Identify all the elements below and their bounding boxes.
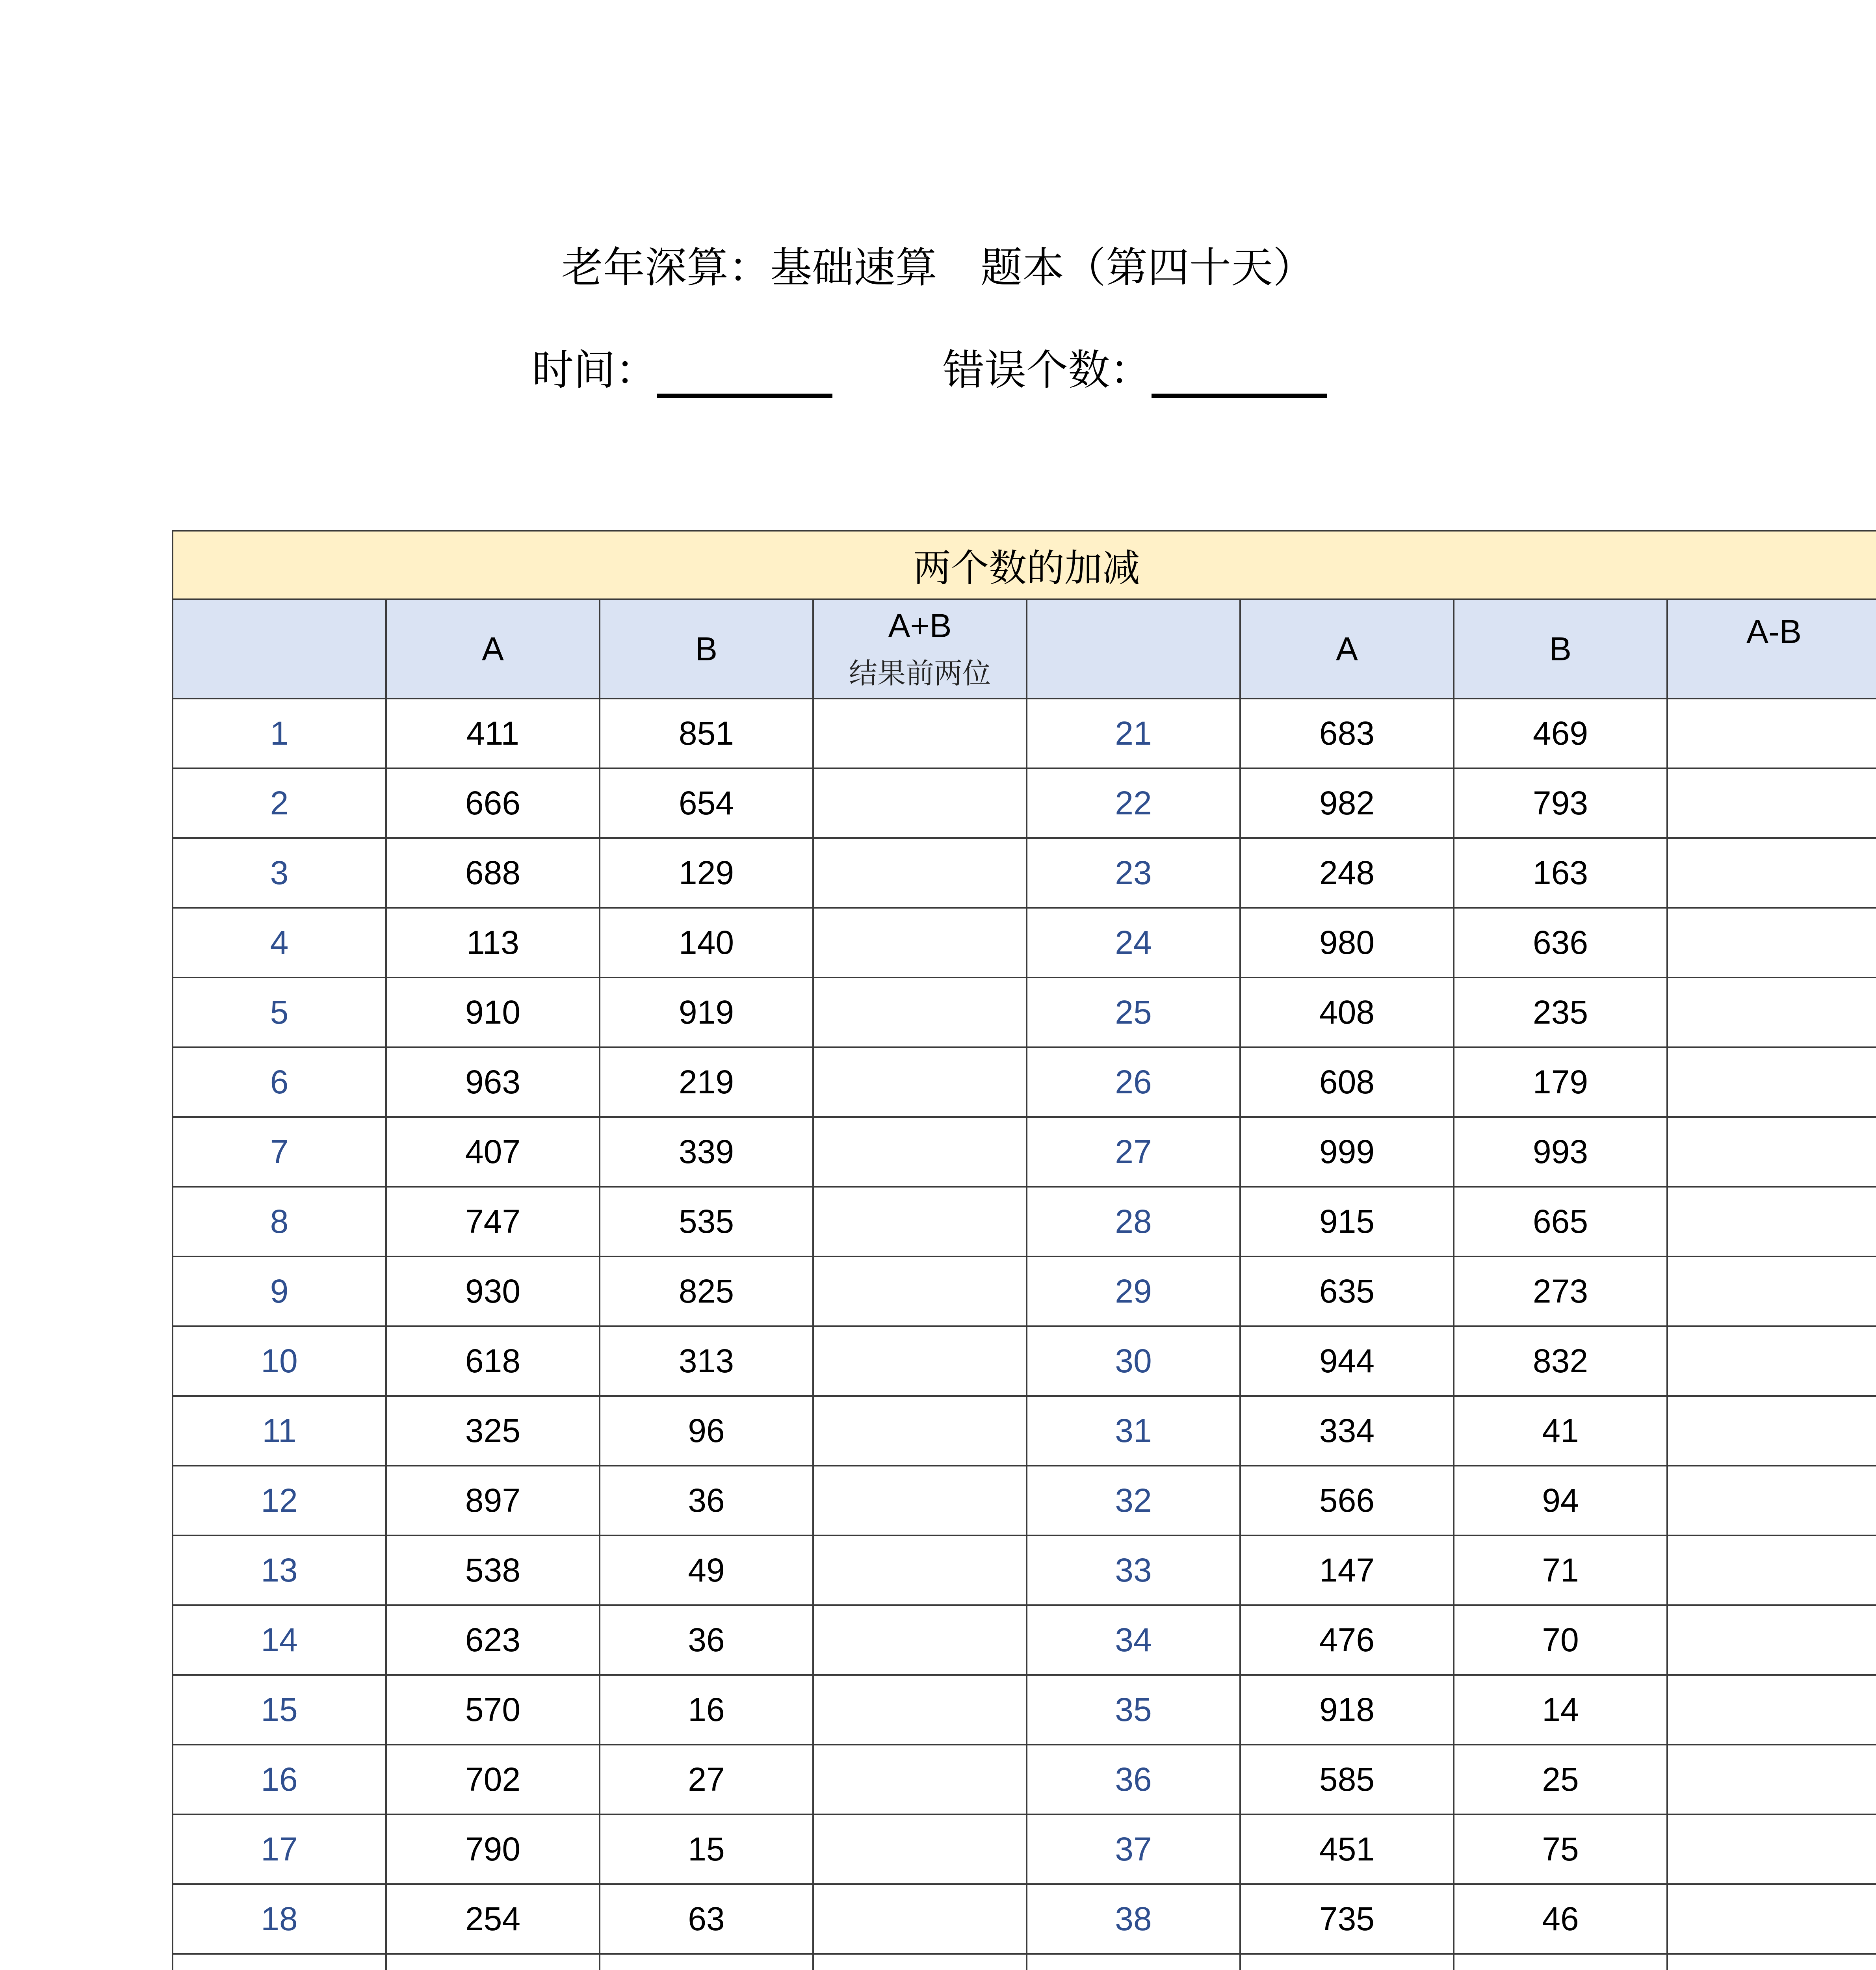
header-a-right: A — [1240, 599, 1454, 699]
answer-cell[interactable] — [813, 1814, 1027, 1884]
value-a: 113 — [386, 908, 600, 978]
value-b: 129 — [600, 838, 813, 908]
value-a: 254 — [386, 1884, 600, 1954]
problem-number: 30 — [1027, 1326, 1240, 1396]
answer-meta — [532, 343, 1327, 398]
header-sum — [813, 599, 1027, 699]
problem-number: 22 — [1027, 768, 1240, 838]
answer-cell[interactable] — [813, 1466, 1027, 1535]
answer-cell[interactable] — [1667, 1954, 1876, 1970]
problem-number: 31 — [1027, 1396, 1240, 1466]
table-row — [173, 908, 1876, 978]
value-a: 411 — [386, 699, 600, 768]
answer-cell[interactable] — [1667, 1745, 1876, 1814]
value-a: 982 — [1240, 768, 1454, 838]
problem-number: 1 — [173, 699, 386, 768]
table-row — [173, 1326, 1876, 1396]
two-number-table — [172, 530, 1876, 1970]
header-index-right — [1027, 599, 1240, 699]
answer-cell[interactable] — [813, 1954, 1027, 1970]
value-b: 851 — [600, 699, 813, 768]
value-a: 702 — [386, 1745, 600, 1814]
answer-cell[interactable] — [813, 1326, 1027, 1396]
problem-number: 5 — [173, 978, 386, 1047]
value-a: 747 — [386, 1187, 600, 1256]
value-a: 538 — [386, 1535, 600, 1605]
answer-cell[interactable] — [1667, 908, 1876, 978]
table-row — [173, 1954, 1876, 1970]
answer-cell[interactable] — [813, 1256, 1027, 1326]
header-b-right: B — [1454, 599, 1667, 699]
answer-cell[interactable] — [813, 908, 1027, 978]
value-b: 94 — [1454, 1466, 1667, 1535]
value-b: 70 — [1454, 1605, 1667, 1675]
header-diff-label: A-B — [1746, 613, 1802, 650]
value-a: 408 — [1240, 978, 1454, 1047]
answer-cell[interactable] — [1667, 1884, 1876, 1954]
problem-number: 14 — [173, 1605, 386, 1675]
answer-cell[interactable] — [813, 768, 1027, 838]
value-b: 219 — [600, 1047, 813, 1117]
value-b: 273 — [1454, 1256, 1667, 1326]
title-sub: 题本（第四十天） — [981, 243, 1315, 292]
problem-number: 24 — [1027, 908, 1240, 978]
problem-number — [1027, 1954, 1240, 1970]
problem-number: 7 — [173, 1117, 386, 1187]
header-index-left — [173, 599, 386, 699]
time-blank[interactable] — [657, 349, 832, 398]
value-b: 15 — [600, 1814, 813, 1884]
value-b: 49 — [600, 1535, 813, 1605]
value-b: 36 — [600, 1605, 813, 1675]
problem-number: 25 — [1027, 978, 1240, 1047]
value-a: 944 — [1240, 1326, 1454, 1396]
value-a: 147 — [1240, 1535, 1454, 1605]
header-diff-note — [1668, 656, 1876, 686]
value-b: 75 — [1454, 1814, 1667, 1884]
value-b: 339 — [600, 1117, 813, 1187]
value-b: 14 — [1454, 1675, 1667, 1745]
value-b — [600, 1954, 813, 1970]
answer-cell[interactable] — [1667, 1535, 1876, 1605]
value-b: 25 — [1454, 1745, 1667, 1814]
value-b: 36 — [600, 1466, 813, 1535]
table-row — [173, 1047, 1876, 1117]
problem-number: 17 — [173, 1814, 386, 1884]
answer-cell[interactable] — [1667, 838, 1876, 908]
value-b: 832 — [1454, 1326, 1667, 1396]
value-b: 825 — [600, 1256, 813, 1326]
problem-number: 18 — [173, 1884, 386, 1954]
table-row — [173, 1745, 1876, 1814]
answer-cell[interactable] — [1667, 1675, 1876, 1745]
problem-number: 10 — [173, 1326, 386, 1396]
value-a: 930 — [386, 1256, 600, 1326]
value-a: 623 — [386, 1605, 600, 1675]
answer-cell[interactable] — [1667, 1396, 1876, 1466]
problem-number: 23 — [1027, 838, 1240, 908]
table-row — [173, 1396, 1876, 1466]
answer-cell[interactable] — [1667, 1256, 1876, 1326]
problem-number: 13 — [173, 1535, 386, 1605]
table-row — [173, 768, 1876, 838]
answer-cell[interactable] — [1667, 768, 1876, 838]
header-diff — [1667, 599, 1876, 699]
value-a: 334 — [1240, 1396, 1454, 1466]
answer-cell[interactable] — [1667, 1466, 1876, 1535]
value-a: 248 — [1240, 838, 1454, 908]
answer-cell[interactable] — [813, 1187, 1027, 1256]
answer-cell[interactable] — [813, 838, 1027, 908]
value-a: 635 — [1240, 1256, 1454, 1326]
value-b: 993 — [1454, 1117, 1667, 1187]
value-b: 41 — [1454, 1396, 1667, 1466]
value-b: 163 — [1454, 838, 1667, 908]
problem-number: 36 — [1027, 1745, 1240, 1814]
value-a: 915 — [1240, 1187, 1454, 1256]
value-b: 535 — [600, 1187, 813, 1256]
value-a: 735 — [1240, 1884, 1454, 1954]
value-a: 325 — [386, 1396, 600, 1466]
problem-number: 4 — [173, 908, 386, 978]
table-header-row — [173, 599, 1876, 699]
value-b: 96 — [600, 1396, 813, 1466]
value-b: 919 — [600, 978, 813, 1047]
problem-number: 34 — [1027, 1605, 1240, 1675]
answer-cell[interactable] — [813, 1745, 1027, 1814]
value-b: 793 — [1454, 768, 1667, 838]
problem-number: 21 — [1027, 699, 1240, 768]
problem-number: 6 — [173, 1047, 386, 1117]
problem-number: 38 — [1027, 1884, 1240, 1954]
value-b: 654 — [600, 768, 813, 838]
problem-number: 37 — [1027, 1814, 1240, 1884]
table-row — [173, 1117, 1876, 1187]
table-row — [173, 1814, 1876, 1884]
problem-number: 12 — [173, 1466, 386, 1535]
table-row — [173, 978, 1876, 1047]
answer-cell[interactable] — [1667, 1187, 1876, 1256]
answer-cell[interactable] — [1667, 699, 1876, 768]
value-a: 963 — [386, 1047, 600, 1117]
value-b: 16 — [600, 1675, 813, 1745]
value-b: 469 — [1454, 699, 1667, 768]
table-row — [173, 1675, 1876, 1745]
value-a: 407 — [386, 1117, 600, 1187]
value-a: 608 — [1240, 1047, 1454, 1117]
value-b: 46 — [1454, 1884, 1667, 1954]
problem-number: 33 — [1027, 1535, 1240, 1605]
problem-number: 8 — [173, 1187, 386, 1256]
answer-cell[interactable] — [813, 1535, 1027, 1605]
errors-blank[interactable] — [1152, 349, 1327, 398]
value-b: 235 — [1454, 978, 1667, 1047]
value-a: 618 — [386, 1326, 600, 1396]
table-row — [173, 1535, 1876, 1605]
value-a: 980 — [1240, 908, 1454, 978]
answer-cell[interactable] — [813, 1605, 1027, 1675]
time-label: 时间： — [532, 346, 657, 394]
table-row — [173, 699, 1876, 768]
value-a: 790 — [386, 1814, 600, 1884]
problem-number: 32 — [1027, 1466, 1240, 1535]
value-a: 910 — [386, 978, 600, 1047]
value-a: 585 — [1240, 1745, 1454, 1814]
header-b-left: B — [600, 599, 813, 699]
value-b: 179 — [1454, 1047, 1667, 1117]
value-a: 999 — [1240, 1117, 1454, 1187]
errors-label: 错误个数： — [943, 346, 1152, 394]
value-a: 566 — [1240, 1466, 1454, 1535]
answer-cell[interactable] — [813, 1047, 1027, 1117]
problem-number: 29 — [1027, 1256, 1240, 1326]
value-b: 313 — [600, 1326, 813, 1396]
answer-cell[interactable] — [813, 1884, 1027, 1954]
value-b: 27 — [600, 1745, 813, 1814]
page-title — [0, 240, 1876, 296]
problem-number: 26 — [1027, 1047, 1240, 1117]
answer-cell[interactable] — [1667, 1814, 1876, 1884]
problem-number: 27 — [1027, 1117, 1240, 1187]
value-a: 918 — [1240, 1675, 1454, 1745]
value-a: 897 — [386, 1466, 600, 1535]
answer-cell[interactable] — [813, 1675, 1027, 1745]
answer-cell[interactable] — [1667, 1047, 1876, 1117]
problem-number: 28 — [1027, 1187, 1240, 1256]
answer-cell[interactable] — [1667, 978, 1876, 1047]
answer-cell[interactable] — [1667, 1605, 1876, 1675]
value-a: 666 — [386, 768, 600, 838]
value-a: 476 — [1240, 1605, 1454, 1675]
problem-number: 3 — [173, 838, 386, 908]
value-a: 683 — [1240, 699, 1454, 768]
table-row — [173, 1256, 1876, 1326]
header-sum-label: A+B — [888, 607, 952, 644]
value-a: 451 — [1240, 1814, 1454, 1884]
problem-number: 16 — [173, 1745, 386, 1814]
value-a: 570 — [386, 1675, 600, 1745]
problem-number — [173, 1954, 386, 1970]
problem-number: 9 — [173, 1256, 386, 1326]
answer-cell[interactable] — [813, 978, 1027, 1047]
value-a — [386, 1954, 600, 1970]
problem-number: 35 — [1027, 1675, 1240, 1745]
table-row — [173, 1466, 1876, 1535]
value-b — [1454, 1954, 1667, 1970]
header-a-left: A — [386, 599, 600, 699]
value-b: 63 — [600, 1884, 813, 1954]
value-b: 71 — [1454, 1535, 1667, 1605]
table-row — [173, 1884, 1876, 1954]
table-row — [173, 1187, 1876, 1256]
answer-cell[interactable] — [1667, 1117, 1876, 1187]
answer-cell[interactable] — [1667, 1326, 1876, 1396]
answer-cell[interactable] — [813, 1396, 1027, 1466]
problem-number: 2 — [173, 768, 386, 838]
header-sum-note: 结果前两位 — [849, 656, 991, 690]
value-a — [1240, 1954, 1454, 1970]
table-row — [173, 838, 1876, 908]
problem-number: 11 — [173, 1396, 386, 1466]
value-a: 688 — [386, 838, 600, 908]
value-b: 665 — [1454, 1187, 1667, 1256]
value-b: 636 — [1454, 908, 1667, 978]
title-main: 老年深算：基础速算 — [561, 243, 937, 292]
table-caption: 两个数的加减 — [173, 531, 1876, 599]
value-b: 140 — [600, 908, 813, 978]
answer-cell[interactable] — [813, 699, 1027, 768]
answer-cell[interactable] — [813, 1117, 1027, 1187]
table-row — [173, 1605, 1876, 1675]
problem-number: 15 — [173, 1675, 386, 1745]
